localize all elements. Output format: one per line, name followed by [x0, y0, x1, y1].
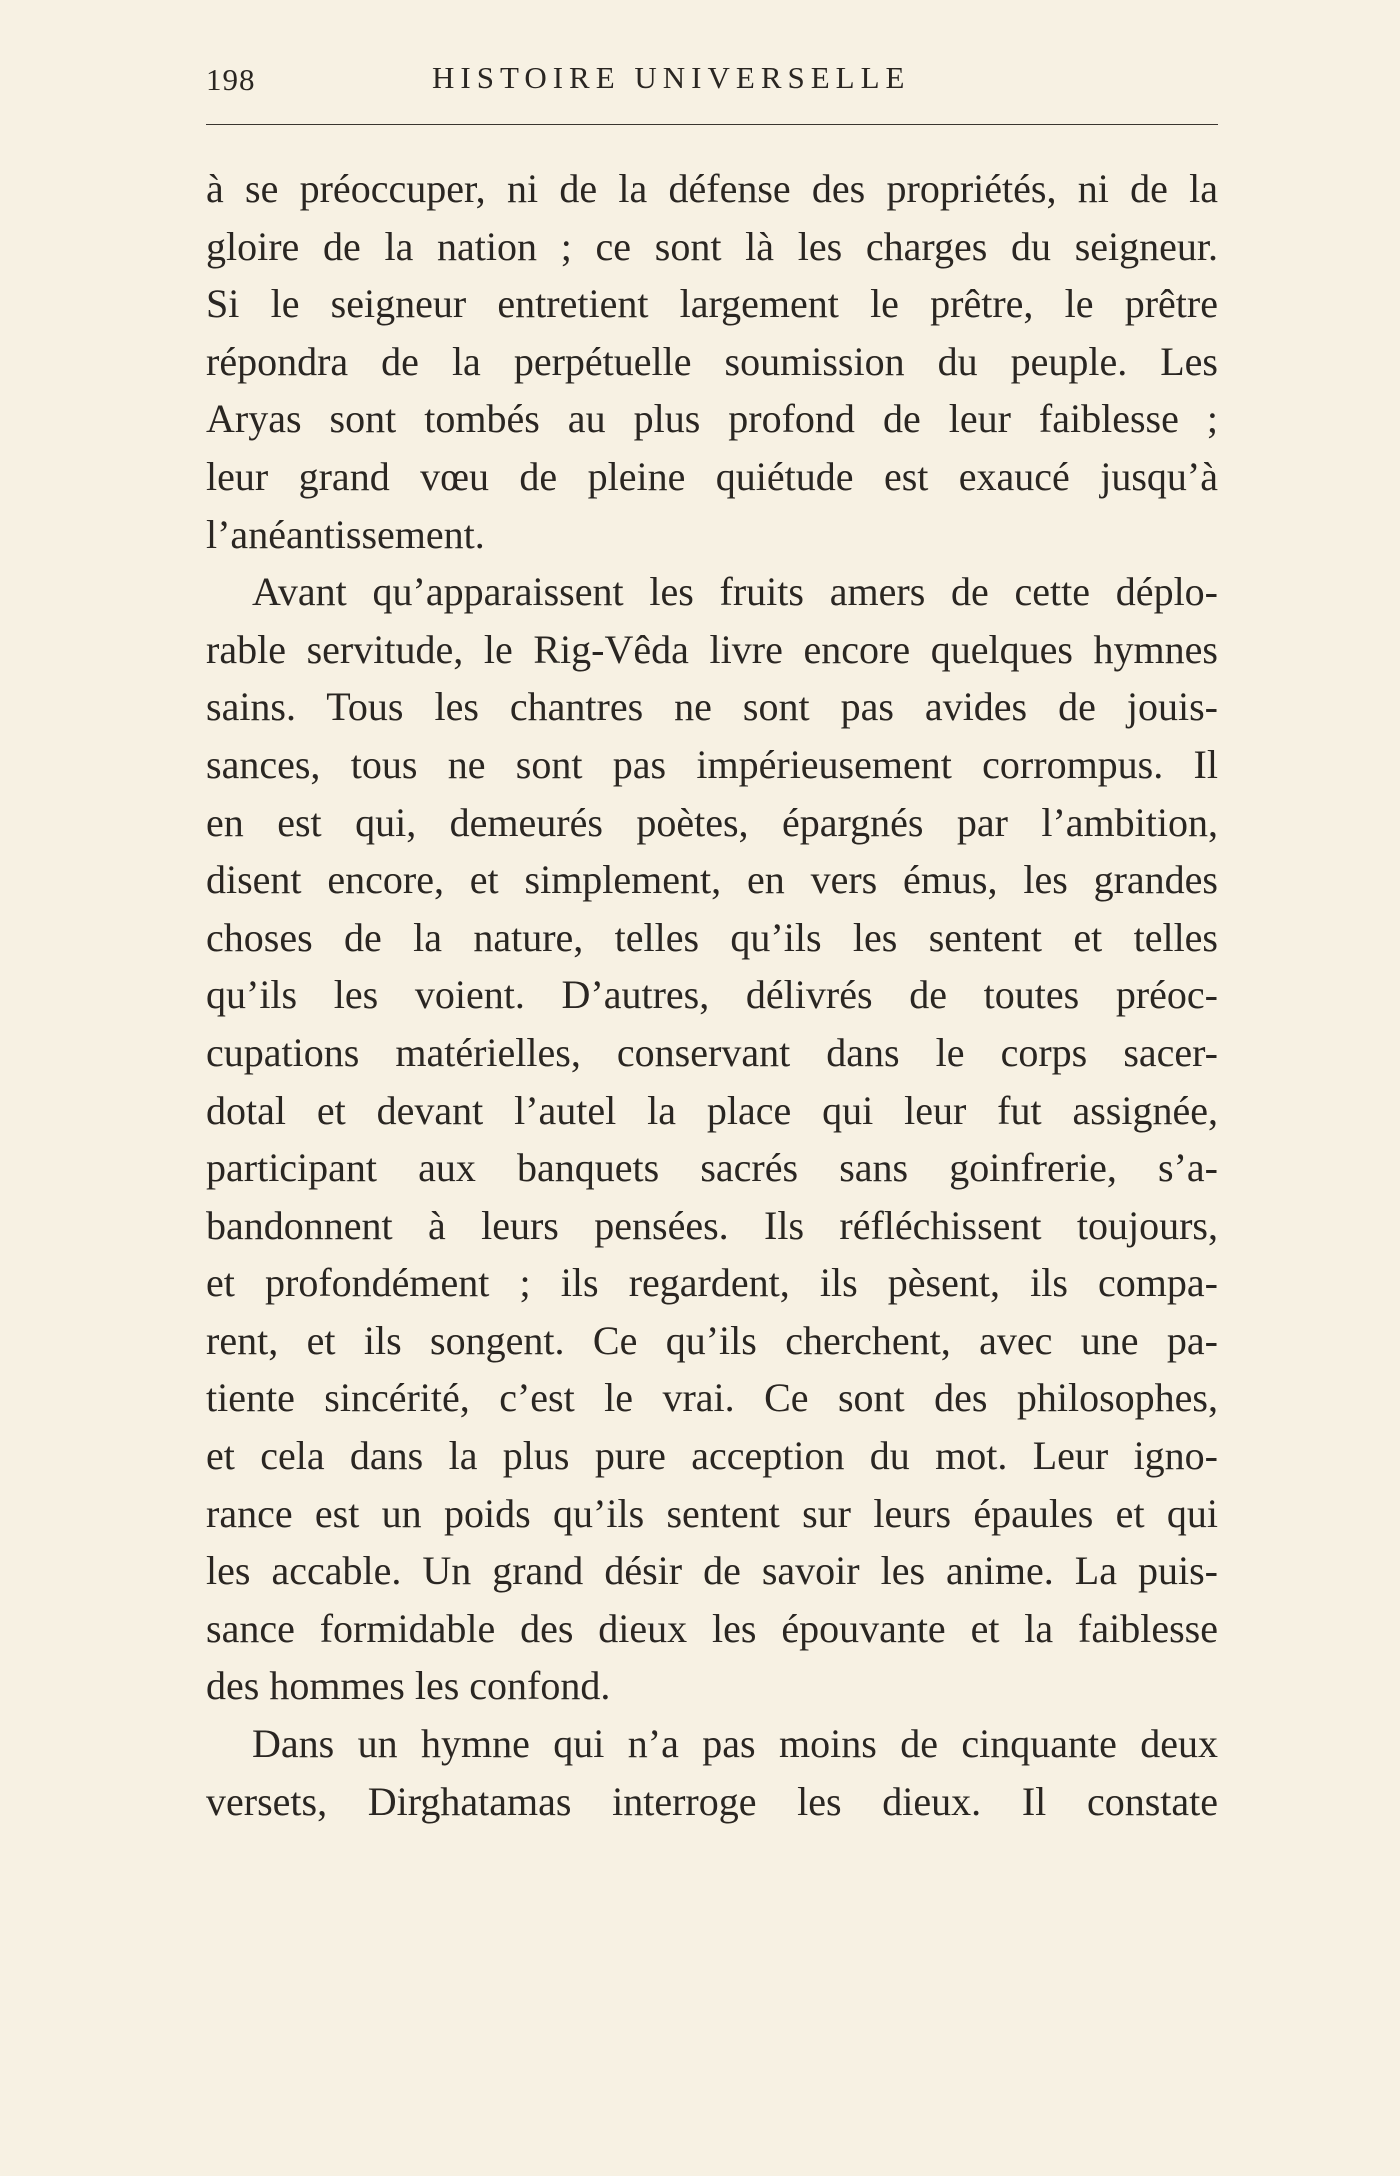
page-header: [206, 58, 1218, 106]
header-rule: [206, 124, 1218, 125]
text-line: participant aux banquets sacrés sans goinfrerie, s’a-: [206, 1145, 1218, 1191]
text-line: Avant qu’apparaissent les fruits amers de cette déplo-: [252, 569, 1218, 615]
text-line: Si le seigneur entretient largement le prêtre, le prêtre: [206, 281, 1218, 327]
text-line: les accable. Un grand désir de savoir les anime. La puis-: [206, 1548, 1218, 1594]
text-line: rance est un poids qu’ils sentent sur leurs épaules et qui: [206, 1490, 1218, 1536]
text-line: Dans un hymne qui n’a pas moins de cinquante deux: [252, 1721, 1218, 1767]
text-line: sains. Tous les chantres ne sont pas avides de jouis-: [206, 684, 1218, 730]
text-line: versets, Dirghatamas interroge les dieux. Il constate: [206, 1778, 1218, 1824]
text-line: gloire de la nation ; ce sont là les charges du seigneur.: [206, 223, 1218, 269]
text-line: bandonnent à leurs pensées. Ils réfléchissent toujours,: [206, 1202, 1218, 1248]
text-line: répondra de la perpétuelle soumission du peuple. Les: [206, 338, 1218, 384]
text-line: sances, tous ne sont pas impérieusement corrompus. Il: [206, 741, 1218, 787]
paragraph-1: [206, 160, 1218, 563]
text-line: leur grand vœu de pleine quiétude est exaucé jusqu’à: [206, 453, 1218, 499]
body-text: [206, 160, 1218, 1830]
text-line: Aryas sont tombés au plus profond de leur faiblesse ;: [206, 396, 1218, 442]
text-line: choses de la nature, telles qu’ils les sentent et telles: [206, 914, 1218, 960]
text-line: et cela dans la plus pure acception du mot. Leur igno-: [206, 1433, 1218, 1479]
text-line: rable servitude, le Rig-Vêda livre encore quelques hymnes: [206, 626, 1218, 672]
text-line: disent encore, et simplement, en vers émus, les grandes: [206, 857, 1218, 903]
text-line: et profondément ; ils regardent, ils pèsent, ils compa-: [206, 1260, 1218, 1306]
text-line: qu’ils les voient. D’autres, délivrés de toutes préoc-: [206, 972, 1218, 1018]
text-line: en est qui, demeurés poètes, épargnés par l’ambition,: [206, 799, 1218, 845]
text-line: cupations matérielles, conservant dans le corps sacer-: [206, 1029, 1218, 1075]
text-line: l’anéantissement.: [206, 511, 485, 557]
text-line: tiente sincérité, c’est le vrai. Ce sont des philosophes,: [206, 1375, 1218, 1421]
text-line: dotal et devant l’autel la place qui leur fut assignée,: [206, 1087, 1218, 1133]
page-number: 198: [206, 62, 256, 97]
text-line: sance formidable des dieux les épouvante et la faiblesse: [206, 1605, 1218, 1651]
paragraph-2: [206, 563, 1218, 1715]
paragraph-3: [206, 1715, 1218, 1830]
running-title: HISTOIRE UNIVERSELLE: [432, 60, 911, 95]
text-line: des hommes les confond.: [206, 1663, 611, 1709]
text-line: à se préoccuper, ni de la défense des propriétés, ni de la: [206, 166, 1218, 211]
text-line: rent, et ils songent. Ce qu’ils cherchent, avec une pa-: [206, 1317, 1218, 1363]
